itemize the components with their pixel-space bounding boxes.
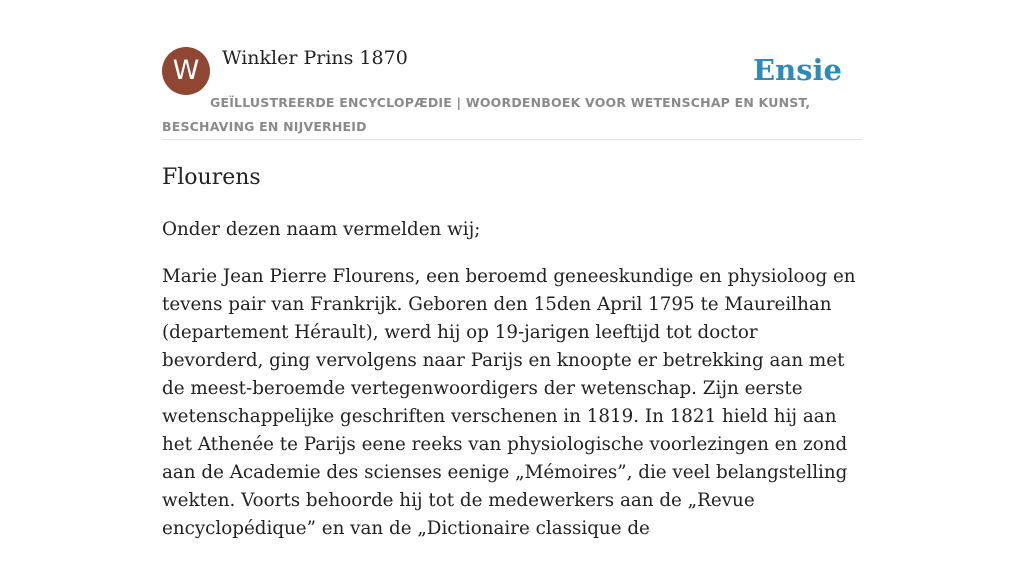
article-paragraph: Marie Jean Pierre Flourens, een beroemd geneeskundige en physioloog en tevens pair van Frankrijk. Geboren den 15den April 1795 te Maureilhan (departement Hérault), werd hij op 19-jarigen leeftijd tot doctor bevorderd, ging vervolgens naar Parijs en knoopte er betrekking aan met de meest-beroemde vertegenwoordigers der wetenschap. Zijn eerste wetenschappelijke geschriften verschenen in 1819. In 1821 hield hij aan het Athenée te Parijs eene reeks van physiologische voorlezingen en zond aan de Academie des scienses eenige „Mémoires”, die veel belangstelling wekten. Voorts behoorde hij tot de medewerkers aan de „Revue encyclopédique” en van de „Dictionaire classique de (162, 266, 856, 539)
source-subtitle: GEÏLLUSTREERDE ENCYCLOPÆDIE | WOORDENBOEK VOOR WETENSCHAP EN KUNST, BESCHAVING EN NIJVERHEID (162, 95, 811, 134)
article-paragraph: Onder dezen naam vermelden wij; (162, 219, 481, 240)
avatar[interactable]: W (162, 47, 210, 95)
source-title[interactable]: Winkler Prins 1870 (222, 47, 408, 69)
header-divider (162, 139, 862, 140)
article-title: Flourens (162, 165, 261, 190)
article-body (162, 216, 864, 562)
brand-logo[interactable]: Ensie (753, 53, 842, 87)
